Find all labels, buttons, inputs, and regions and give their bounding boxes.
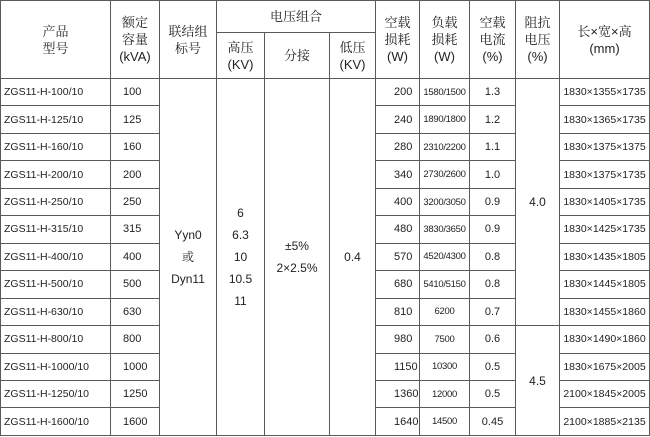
- load-loss-cell: 1890/1800: [420, 106, 470, 133]
- hv-options-cell: [217, 79, 265, 436]
- load-loss-cell: 3200/3050: [420, 188, 470, 215]
- load-loss-cell: 1580/1500: [420, 79, 470, 106]
- no-load-current-cell: 0.9: [470, 216, 516, 243]
- no-load-current-cell: 0.9: [470, 188, 516, 215]
- model-cell: ZGS11-H-630/10: [1, 298, 111, 325]
- load-loss-cell: 7500: [420, 326, 470, 353]
- dimensions-cell: 1830×1365×1735: [560, 106, 650, 133]
- header-hv-unit: (KV): [227, 56, 254, 72]
- header-connection-line2: 标号: [174, 40, 201, 56]
- load-loss-cell: 2730/2600: [420, 161, 470, 188]
- header-no-load-loss-line1: 空载: [384, 15, 411, 30]
- capacity-cell: 100: [111, 79, 160, 106]
- load-loss-cell: 3830/3650: [420, 216, 470, 243]
- dimensions-cell: 1830×1675×2005: [560, 353, 650, 380]
- dimensions-cell: 1830×1490×1860: [560, 326, 650, 353]
- tap-range-line: ±5%: [285, 239, 309, 253]
- hv-option: 6: [237, 206, 244, 220]
- load-loss-cell: 4520/4300: [420, 243, 470, 270]
- dimensions-cell: 2100×1885×2135: [560, 408, 650, 436]
- dimensions-cell: 1830×1375×1735: [560, 161, 650, 188]
- no-load-loss-cell: 200: [376, 79, 420, 106]
- impedance-cell: 4.5: [516, 326, 560, 436]
- model-cell: ZGS11-H-315/10: [1, 216, 111, 243]
- load-loss-cell: 12000: [420, 380, 470, 407]
- dimensions-cell: 1830×1445×1805: [560, 271, 650, 298]
- no-load-current-cell: 1.0: [470, 161, 516, 188]
- header-model-line1: 产品: [42, 23, 69, 39]
- header-capacity: [111, 1, 160, 79]
- capacity-cell: 315: [111, 216, 160, 243]
- no-load-loss-cell: 1640: [376, 408, 420, 436]
- model-cell: ZGS11-H-1250/10: [1, 380, 111, 407]
- header-lv-unit: (KV): [339, 56, 366, 72]
- header-model-line2: 型号: [42, 40, 69, 56]
- header-lv: [330, 33, 376, 79]
- capacity-cell: 630: [111, 298, 160, 325]
- capacity-cell: 400: [111, 243, 160, 270]
- model-cell: ZGS11-H-500/10: [1, 271, 111, 298]
- no-load-loss-cell: 480: [376, 216, 420, 243]
- dimensions-cell: 1830×1455×1860: [560, 298, 650, 325]
- capacity-cell: 200: [111, 161, 160, 188]
- no-load-loss-cell: 810: [376, 298, 420, 325]
- load-loss-cell: 14500: [420, 408, 470, 436]
- load-loss-cell: 10300: [420, 353, 470, 380]
- hv-option: 10.5: [228, 272, 253, 286]
- no-load-loss-cell: 980: [376, 326, 420, 353]
- impedance-cell: 4.0: [516, 79, 560, 326]
- connection-group-line: Yyn0: [174, 228, 202, 242]
- capacity-cell: 250: [111, 188, 160, 215]
- header-capacity-line1: 额定: [121, 15, 148, 30]
- dimensions-cell: 1830×1375×1375: [560, 133, 650, 160]
- no-load-loss-cell: 1150: [376, 353, 420, 380]
- no-load-current-cell: 0.7: [470, 298, 516, 325]
- header-load-loss: [420, 1, 470, 79]
- header-no-load-current-line2: 电流: [479, 32, 506, 47]
- tap-range-cell: [265, 79, 330, 436]
- header-load-loss-unit: (W): [434, 49, 455, 64]
- table-body: [1, 79, 650, 436]
- capacity-cell: 1000: [111, 353, 160, 380]
- table-row: [1, 79, 650, 106]
- connection-group-line: Dyn11: [171, 272, 205, 286]
- header-load-loss-line2: 损耗: [431, 32, 458, 47]
- header-no-load-current: [470, 1, 516, 79]
- no-load-loss-cell: 1360: [376, 380, 420, 407]
- hv-option: 10: [233, 250, 248, 264]
- capacity-cell: 1600: [111, 408, 160, 436]
- no-load-current-cell: 1.3: [470, 79, 516, 106]
- no-load-current-cell: 1.2: [470, 106, 516, 133]
- capacity-cell: 500: [111, 271, 160, 298]
- hv-option: 6.3: [232, 228, 249, 242]
- header-no-load-loss-line2: 损耗: [384, 32, 411, 47]
- header-load-loss-line1: 负载: [431, 15, 458, 30]
- model-cell: ZGS11-H-400/10: [1, 243, 111, 270]
- header-tap: 分接: [265, 33, 330, 79]
- header-hv: [217, 33, 265, 79]
- load-loss-cell: 6200: [420, 298, 470, 325]
- dimensions-cell: 1830×1355×1735: [560, 79, 650, 106]
- header-no-load-loss: [376, 1, 420, 79]
- no-load-loss-cell: 280: [376, 133, 420, 160]
- header-model: [1, 1, 111, 79]
- model-cell: ZGS11-H-200/10: [1, 161, 111, 188]
- header-capacity-unit: (kVA): [119, 49, 151, 64]
- header-impedance-line2: 电压: [524, 32, 551, 47]
- model-cell: ZGS11-H-1600/10: [1, 408, 111, 436]
- header-dimensions-line1: 长×宽×高: [577, 23, 632, 39]
- header-impedance-unit: (%): [527, 49, 548, 64]
- header-no-load-current-line1: 空载: [479, 15, 506, 30]
- header-impedance: [516, 1, 560, 79]
- dimensions-cell: 2100×1845×2005: [560, 380, 650, 407]
- load-loss-cell: 5410/5150: [420, 271, 470, 298]
- hv-option: 11: [234, 294, 247, 308]
- model-cell: ZGS11-H-250/10: [1, 188, 111, 215]
- header-dimensions-unit: (mm): [589, 40, 620, 56]
- no-load-loss-cell: 340: [376, 161, 420, 188]
- no-load-current-cell: 0.45: [470, 408, 516, 436]
- header-lv-line1: 低压: [339, 39, 366, 55]
- model-cell: ZGS11-H-160/10: [1, 133, 111, 160]
- no-load-loss-cell: 570: [376, 243, 420, 270]
- model-cell: ZGS11-H-1000/10: [1, 353, 111, 380]
- header-connection-line1: 联结组: [168, 23, 208, 39]
- connection-group-line: 或: [181, 250, 194, 264]
- header-dimensions: [560, 1, 650, 79]
- header-capacity-line2: 容量: [121, 32, 148, 47]
- capacity-cell: 125: [111, 106, 160, 133]
- model-cell: ZGS11-H-125/10: [1, 106, 111, 133]
- header-connection: [160, 1, 217, 79]
- header-voltage-group: 电压组合: [217, 1, 376, 33]
- no-load-loss-cell: 240: [376, 106, 420, 133]
- dimensions-cell: 1830×1405×1735: [560, 188, 650, 215]
- load-loss-cell: 2310/2200: [420, 133, 470, 160]
- no-load-current-cell: 0.8: [470, 243, 516, 270]
- tap-range-line: 2×2.5%: [276, 261, 318, 275]
- header-hv-line1: 高压: [227, 39, 254, 55]
- no-load-loss-cell: 680: [376, 271, 420, 298]
- capacity-cell: 1250: [111, 380, 160, 407]
- no-load-loss-cell: 400: [376, 188, 420, 215]
- no-load-current-cell: 0.5: [470, 380, 516, 407]
- capacity-cell: 160: [111, 133, 160, 160]
- no-load-current-cell: 0.5: [470, 353, 516, 380]
- no-load-current-cell: 1.1: [470, 133, 516, 160]
- model-cell: ZGS11-H-800/10: [1, 326, 111, 353]
- capacity-cell: 800: [111, 326, 160, 353]
- no-load-current-cell: 0.8: [470, 271, 516, 298]
- dimensions-cell: 1830×1435×1805: [560, 243, 650, 270]
- header-impedance-line1: 阻抗: [524, 15, 551, 30]
- header-no-load-loss-unit: (W): [387, 49, 408, 64]
- model-cell: ZGS11-H-100/10: [1, 79, 111, 106]
- dimensions-cell: 1830×1425×1735: [560, 216, 650, 243]
- lv-cell: 0.4: [330, 79, 376, 436]
- no-load-current-cell: 0.6: [470, 326, 516, 353]
- header-no-load-current-unit: (%): [482, 49, 503, 64]
- connection-group-cell: [160, 79, 217, 436]
